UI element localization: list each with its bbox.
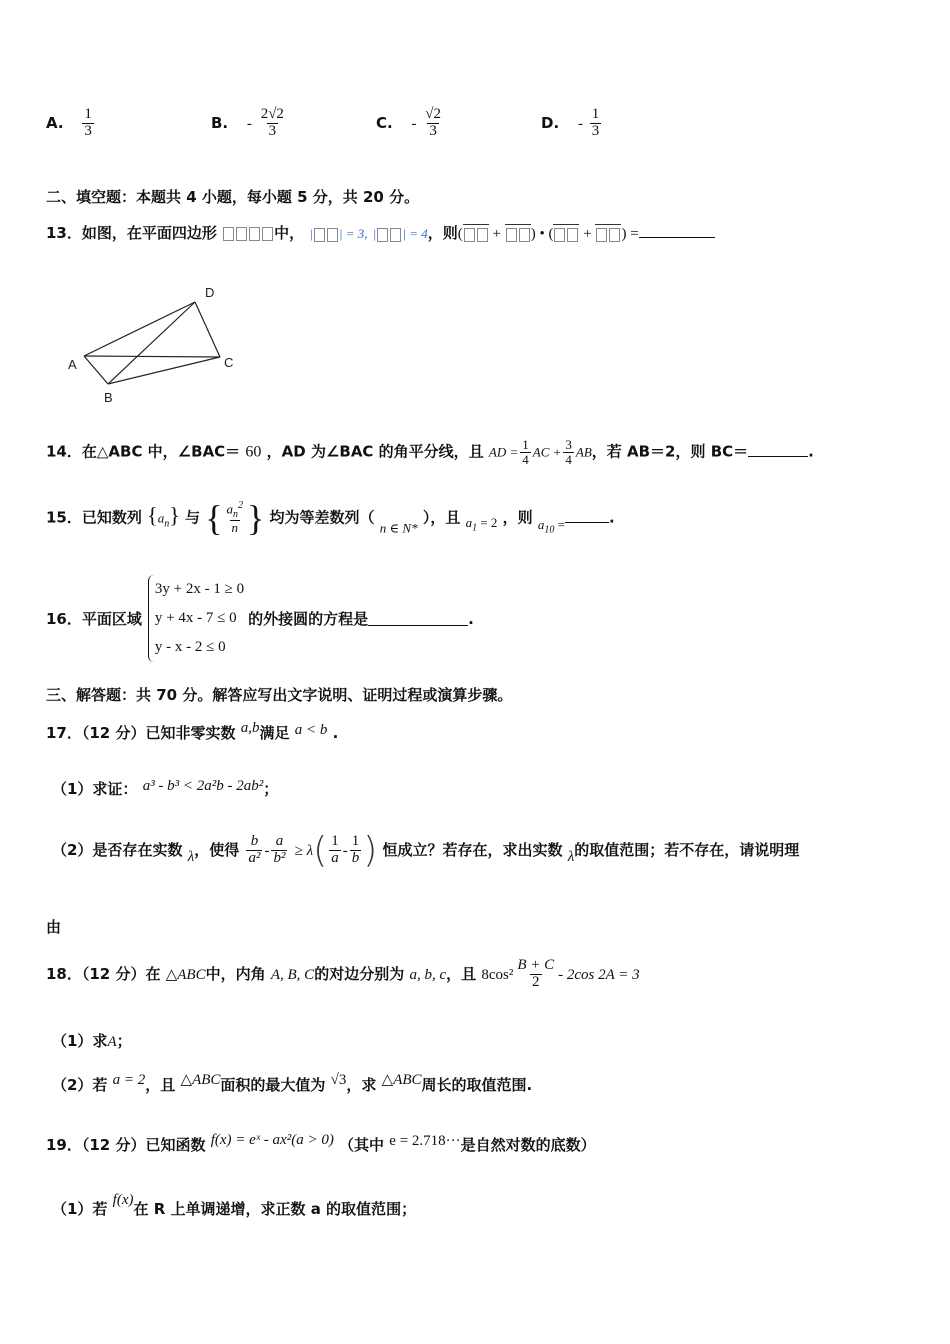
question-19-part-1: （1）若 f(x)在 R 上单调递增，求正数 a 的取值范围；	[52, 1192, 417, 1218]
option-label: C.	[376, 113, 393, 132]
question-18-part-1: （1）求A；	[52, 1032, 132, 1050]
quadrilateral-figure	[60, 278, 260, 413]
segment-dc	[195, 302, 220, 357]
brace: {	[147, 502, 158, 528]
segment-bc	[108, 357, 220, 384]
answer-blank[interactable]	[748, 442, 808, 457]
question-19: 19．（12 分）已知函数 f(x) = eˣ - ax²(a > 0) （其中 e = 2.718···是自然对数的底数）	[46, 1132, 596, 1154]
magnitude-condition: | | = 3,	[309, 226, 368, 241]
inequality-system: 3y + 2x - 1 ≥ 0 y + 4x - 7 ≤ 0 y - x - 2 ≤ 0	[148, 575, 244, 662]
question-16: 16． 平面区域 3y + 2x - 1 ≥ 0 y + 4x - 7 ≤ 0 y - x - 2 ≤ 0 的外接圆的方程是 .	[46, 575, 474, 662]
section-heading: 二、填空题：本题共 4 小题，每小题 5 分，共 20 分。	[46, 188, 420, 206]
option-label: D.	[541, 113, 560, 132]
vertex-label-c: C	[224, 355, 234, 370]
option-a	[46, 107, 96, 140]
option-fraction: $\frac{1}{3}$	[84, 106, 92, 139]
segment-ab	[84, 356, 108, 384]
question-17-part-2: （2）是否存在实数 λ，使得 $\frac{b}{\text{a²}}$ - $\frac{a}{\text{b²}}$ ≥ λ( $\frac{1}{a}$ - $\frac{1}{b}$ ) 恒成立？若存在，求出实数 λ的取值范围；若不存在，请说明理	[52, 830, 800, 871]
segment-bd	[108, 302, 195, 384]
segment-ad	[84, 302, 195, 356]
vertex-label-d: D	[205, 285, 215, 300]
fraction: $\frac{B + C}{2}$	[517, 957, 555, 990]
placeholder-box	[222, 224, 274, 242]
answer-blank[interactable]	[368, 611, 468, 626]
segment-ac	[84, 356, 220, 357]
answer-blank[interactable]	[639, 223, 715, 238]
option-fraction: $\frac{2√2}{3}$	[260, 106, 284, 139]
fraction: $\frac{1}{4}$	[522, 437, 529, 467]
fraction: $\frac{3}{4}$	[565, 437, 572, 467]
question-18: 18．（12 分）在 △ABC中，内角 A, B, C的对边分别为 a, b, c，且 8cos² $\frac{B + C}{2}$ - 2cos 2A = 3	[46, 957, 640, 990]
question-17-part-1: （1）求证： a³ - b³ < 2a²b - 2ab²；	[52, 778, 279, 798]
question-17-part-2-cont: 由	[46, 918, 62, 936]
option-c: C. - $\frac{√2}{3}$	[376, 106, 442, 139]
vector-expression: ( + ) • ( + ) =	[457, 226, 639, 242]
vertex-label-b: B	[104, 390, 113, 405]
magnitude-condition: | | = 4	[372, 226, 428, 241]
question-15: 15．已知数列 $\{a_n\}$ 与 { $\frac{a_n^2}{n}$ } 均为等差数列（ n ∈ N* ），且 $a_1 = 2$ ，则 $a_{10}$ = .	[46, 498, 615, 538]
fraction: $\frac{a_n^2}{n}$	[226, 499, 244, 536]
option-label: A.	[46, 113, 64, 132]
option-label: B.	[211, 113, 229, 132]
fraction: $\frac{1}{a}$	[331, 833, 339, 866]
question-18-part-2: （2）若 a = 2，且 △ABC面积的最大值为 √3，求 △ABC周长的取值范围.	[52, 1072, 533, 1094]
fraction: $\frac{b}{\text{a²}}$	[248, 833, 261, 866]
section-heading: 三、解答题：共 70 分。解答应写出文字说明、证明过程或演算步骤。	[46, 686, 513, 704]
fraction: $\frac{a}{\text{b²}}$	[273, 833, 286, 866]
option-b: B. - $\frac{2√2}{3}$	[211, 106, 284, 139]
option-d: D. - $\frac{1}{3}$	[541, 106, 600, 139]
question-14: 14．在△ABC 中，∠BAC＝ 60 ，AD 为∠BAC 的角平分线，且 AD = $\frac{1}{4}$ AC + $\frac{3}{4}$ AB，若 AB＝2，则 BC＝ .	[46, 437, 814, 467]
answer-blank[interactable]	[565, 513, 609, 523]
vertex-label-a: A	[68, 357, 77, 372]
fraction: $\frac{1}{b}$	[351, 833, 360, 866]
question-13: 13．如图，在平面四边形 中， | | = 3, | | = 4，则( + ) • ( + ) =	[46, 222, 715, 243]
question-17: 17．（12 分）已知非零实数 a,b满足 a < b .	[46, 720, 339, 742]
option-fraction: $\frac{√2}{3}$	[425, 106, 442, 139]
option-fraction: $\frac{1}{3}$	[591, 106, 600, 139]
